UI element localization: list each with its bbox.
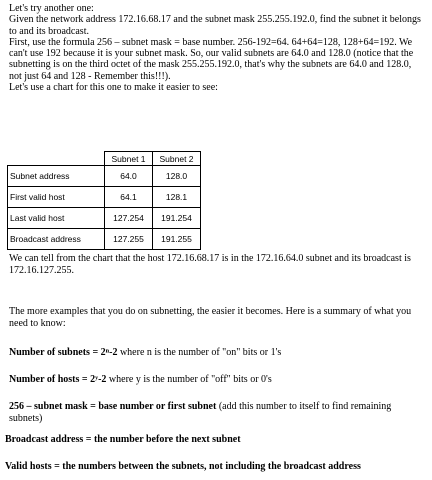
intro-line: Let's use a chart for this one to make it easier to see: — [9, 82, 218, 94]
rule-valid-hosts — [5, 461, 431, 473]
intro-line: First, use the formula 256 – subnet mask = base number. 256-192=64. 64+64=128, 128+64=192. We can't use 192 because it is your subnet mask. So, our valid subnets are 64.0 and 128.0 (notice that the subnetting is on the third octet of the mask 255.255.192.0, that's why the subnets are 64.0 and 128.0, not just 64 and 128 - Remember this!!!). — [9, 36, 414, 82]
table-row — [8, 229, 201, 250]
rule-broadcast-address — [5, 434, 425, 446]
rule-term: Valid hosts = the numbers between the subnets, not including the broadcast address — [5, 461, 361, 472]
subnet-chart-table — [7, 151, 201, 250]
rule-number-of-hosts — [9, 374, 429, 386]
rule-term: 256 – subnet mask = base number or first subnet — [9, 401, 217, 412]
table-header-row — [8, 152, 201, 166]
table-row-label: Last valid host — [8, 208, 105, 229]
table-corner-cell — [8, 152, 105, 166]
table-row — [8, 208, 201, 229]
conclusion-paragraph: We can tell from the chart that the host 172.16.68.17 is in the 172.16.64.0 subnet and its broadcast is 172.16.127.255. — [9, 253, 411, 276]
table-cell: 127.255 — [105, 229, 153, 250]
table-row — [8, 187, 201, 208]
table-cell: 191.254 — [153, 208, 201, 229]
table-row-label: First valid host — [8, 187, 105, 208]
rule-term: Broadcast address = the number before the next subnet — [5, 434, 241, 445]
intro-line: Given the network address 172.16.68.17 and the subnet mask 255.255.192.0, find the subnet it belongs to and its broadcast. — [9, 14, 421, 37]
table-cell: 128.0 — [153, 166, 201, 187]
table-cell: 128.1 — [153, 187, 201, 208]
rule-term: Number of hosts = 2ʸ-2 — [9, 374, 107, 385]
table-cell: 191.255 — [153, 229, 201, 250]
table-header-cell: Subnet 2 — [153, 152, 201, 166]
intro-paragraph — [9, 3, 425, 93]
table-header-cell: Subnet 1 — [105, 152, 153, 166]
table-cell: 127.254 — [105, 208, 153, 229]
summary-intro-paragraph: The more examples that you do on subnetting, the easier it becomes. Here is a summary of what you need to know: — [9, 306, 412, 329]
table-cell: 64.0 — [105, 166, 153, 187]
rule-base-number — [9, 401, 427, 425]
rule-description: where n is the number of "on" bits or 1's — [117, 347, 282, 358]
table-row — [8, 166, 201, 187]
table-cell: 64.1 — [105, 187, 153, 208]
rule-term: Number of subnets = 2ⁿ-2 — [9, 347, 118, 358]
table-row-label: Broadcast address — [8, 229, 105, 250]
rule-number-of-subnets — [9, 347, 429, 359]
table-row-label: Subnet address — [8, 166, 105, 187]
rule-description: where y is the number of "off" bits or 0's — [106, 374, 272, 385]
rule-description: (add this number to itself to find remaining subnets) — [9, 401, 392, 424]
intro-line: Let's try another one: — [9, 3, 94, 14]
